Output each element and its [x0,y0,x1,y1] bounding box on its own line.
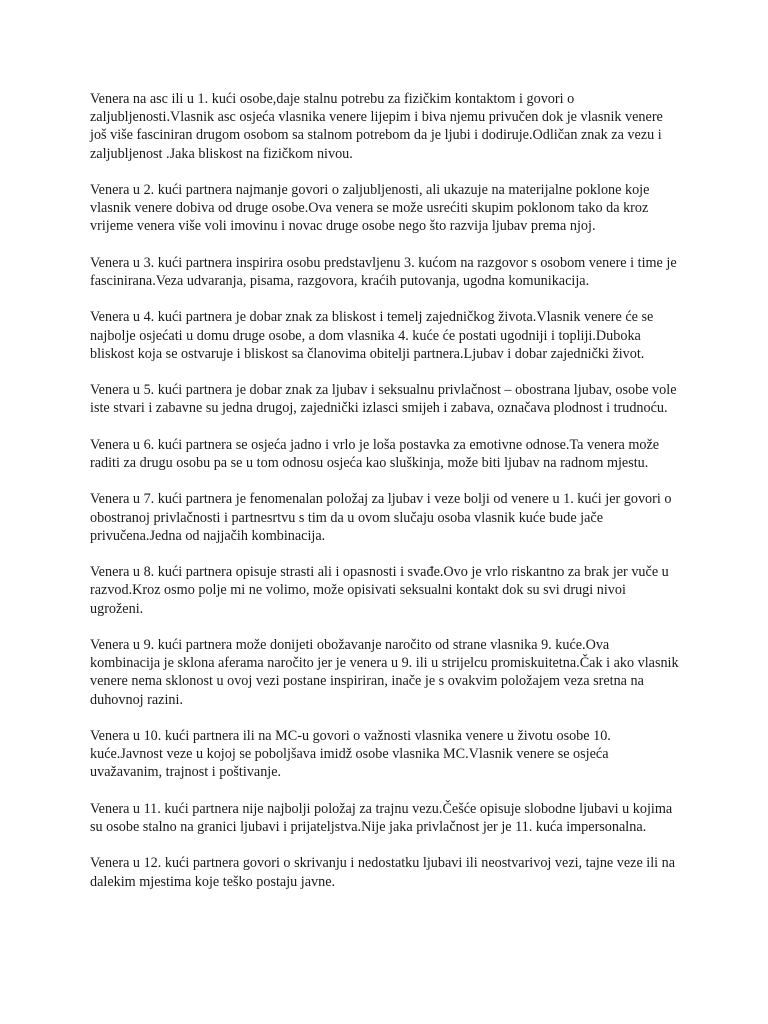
paragraph-venus-house-11: Venera u 11. kući partnera nije najbolji položaj za trajnu vezu.Češće opisuje slobodne ljubavi u kojima su osobe stalno na granici ljubavi i prijateljstva.Nije jaka privlačnost jer je 11. kuća impersonalna. [90,800,673,835]
paragraph-venus-house-2: Venera u 2. kući partnera najmanje govori o zaljubljenosti, ali ukazuje na materijalne poklone koje vlasnik venere dobiva od druge osobe.Ova venera se može usrećiti skupim poklonom tako da kroz vrijeme venera više voli imovinu i novac druge osobe nego što razvija ljubav prema njoj. [90,182,650,235]
paragraph-venus-house-1: Venera na asc ili u 1. kući osobe,daje stalnu potrebu za fizičkim kontaktom i govori o zaljubljenosti.Vlasnik asc osjeća vlasnika venere lijepim i biva njemu privučen dok je vlasnik venere još više fasciniran drugom osobom sa stalnom potrebom da je ljubi i dodiruje.Odličan znak za vezu i zaljubljenost .Jaka bliskost na fizičkom nivou. [90,91,663,162]
paragraph-venus-house-3: Venera u 3. kući partnera inspirira osobu predstavljenu 3. kućom na razgovor s osobom venere i time je fascinirana.Veza udvaranja, pisama, razgovora, kraćih putovanja, ugodna komunikacija. [90,254,677,289]
paragraph-venus-house-7: Venera u 7. kući partnera je fenomenalan položaj za ljubav i veze bolji od venere u 1. kući jer govori o obostranoj privlačnosti i partnesrtvu s tim da u ovom slučaju osoba vlasnik kuće bude jače privučena.Jedna od najjačih kombinacija. [90,491,672,544]
paragraph-venus-house-6: Venera u 6. kući partnera se osjeća jadno i vrlo je loša postavka za emotivne odnose.Ta venera može raditi za drugu osobu pa se u tom odnosu osjeća kao sluškinja, može biti ljubav na radnom mjestu. [90,436,660,471]
paragraph-venus-house-10: Venera u 10. kući partnera ili na MC-u govori o važnosti vlasnika venere u životu osobe 10. kuće.Javnost veze u kojoj se poboljšava imidž osobe vlasnika MC.Vlasnik venere se osjeća uvažavanim, trajnost i poštivanje. [90,727,611,781]
document-page [90,90,682,909]
paragraph-venus-house-8: Venera u 8. kući partnera opisuje strasti ali i opasnosti i svađe.Ovo je vrlo riskantno za brak jer vuče u razvod.Kroz osmo polje mi ne volimo, može opisivati seksualni kontakt dok su svi drugi nivoi ugroženi. [90,564,669,617]
paragraph-venus-house-9: Venera u 9. kući partnera može donijeti obožavanje naročito od strane vlasnika 9. kuće.Ova kombinacija je sklona aferama naročito jer je venera u 9. ili u strijelcu promiskuitetna.Čak i ako vlasnik venere nema sklonost u ovoj vezi postane inspiriran, inače je s ovakvim položajem veza sretna na duhovnoj razini. [90,636,679,708]
paragraph-venus-house-5: Venera u 5. kući partnera je dobar znak za ljubav i seksualnu privlačnost – obostrana ljubav, osobe vole iste stvari i zabavne su jedna drugoj, zajednički izlasci smijeh i zabava, označava plodnost i trudnoću. [90,382,677,417]
paragraph-venus-house-12: Venera u 12. kući partnera govori o skrivanju i nedostatku ljubavi ili neostvarivoj vezi, tajne veze ili na dalekim mjestima koje teško postaju javne. [90,855,676,890]
paragraph-venus-house-4: Venera u 4. kući partnera je dobar znak za bliskost i temelj zajedničkog života.Vlasnik venere će se najbolje osjećati u domu druge osobe, a dom vlasnika 4. kuće će postati ugodniji i topliji.Duboka bliskost koja se ostvaruje i bliskost sa članovima obitelji partnera.Ljubav i dobar zajednički život. [90,309,654,362]
